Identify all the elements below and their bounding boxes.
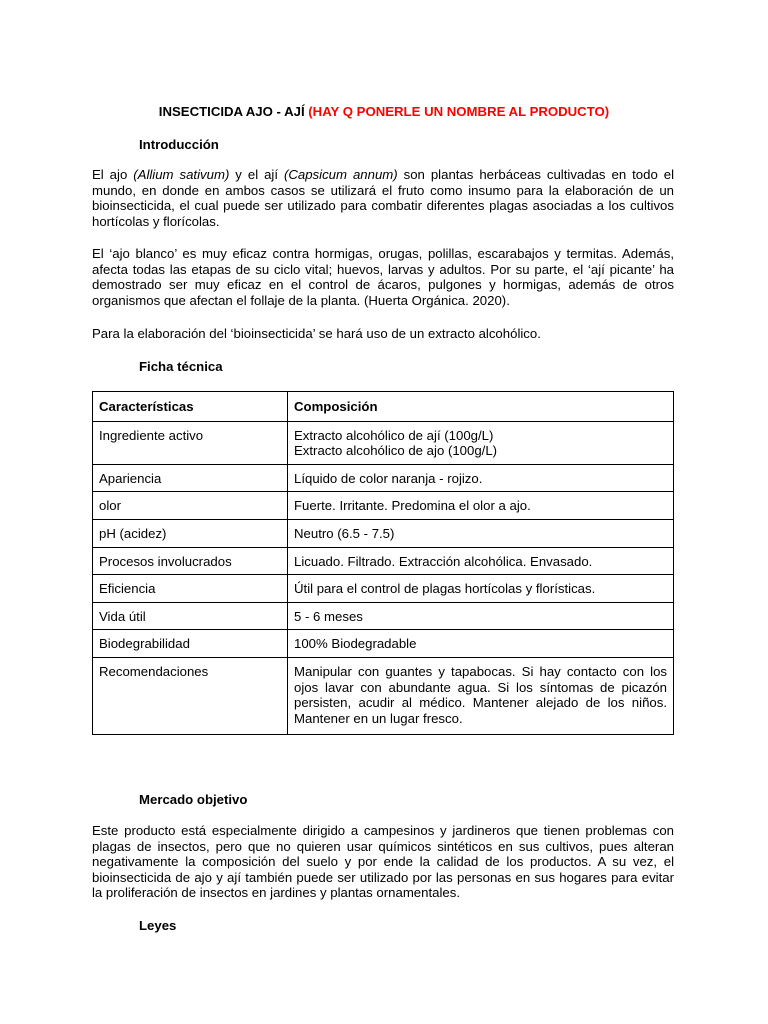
table-row <box>93 492 674 520</box>
table-row <box>93 575 674 603</box>
column-header-caracteristicas: Características <box>93 392 288 422</box>
table-row <box>93 547 674 575</box>
row-value: Neutro (6.5 - 7.5) <box>288 519 674 547</box>
row-value: Útil para el control de plagas hortícolas y florísticas. <box>288 575 674 603</box>
row-label: Biodegrabilidad <box>93 630 288 658</box>
leyes-heading: Leyes <box>139 918 177 933</box>
intro-heading: Introducción <box>139 137 219 152</box>
ficha-tecnica-table <box>92 391 674 735</box>
row-label: Vida útil <box>93 602 288 630</box>
row-label: Eficiencia <box>93 575 288 603</box>
mercado-heading: Mercado objetivo <box>139 792 248 807</box>
table-row <box>93 602 674 630</box>
row-value: Manipular con guantes y tapabocas. Si hay contacto con los ojos lavar con abundante agua. Si los síntomas de picazón persisten, acudir al médico. Mantener alejado de los niños. Mantener en un lugar fresco. <box>288 657 674 734</box>
intro-paragraph-1 <box>92 167 674 229</box>
row-label: pH (acidez) <box>93 519 288 547</box>
table-row <box>93 519 674 547</box>
title-main: INSECTICIDA AJO - AJÍ <box>158 104 305 119</box>
row-value: 5 - 6 meses <box>288 602 674 630</box>
table-row <box>93 657 674 734</box>
row-value: Líquido de color naranja - rojizo. <box>288 464 674 492</box>
ficha-heading: Ficha técnica <box>139 359 223 374</box>
row-value-line: Extracto alcohólico de ajo (100g/L) <box>294 443 498 459</box>
intro-paragraph-2: El ‘ajo blanco’ es muy eficaz contra hormigas, orugas, polillas, escarabajos y termitas. Además, afecta todas las etapas de su ciclo vital; huevos, larvas y adultos. Por su parte, el ‘ají picante’ ha demostrado ser muy eficaz en el control de ácaros, pulgones y hormigas, además de otros organismos que afectan el follaje de la planta. (Huerta Orgánica. 2020). <box>92 246 674 308</box>
mercado-paragraph: Este producto está especialmente dirigido a campesinos y jardineros que tienen problemas con plagas de insectos, pero que no quieren usar químicos sintéticos en sus cultivos, pues alteran negativamente la composición del suelo y por ende la calidad de los productos. A su vez, el bioinsecticida de ajo y ají también puede ser utilizado por las personas en sus hogares para evitar la proliferación de insectos en jardines y plantas ornamentales. <box>92 823 674 901</box>
row-value-line: Extracto alcohólico de ají (100g/L) <box>294 427 494 443</box>
intro-p1-text-3: son plantas herbáceas cultivadas en todo el mundo, en donde en ambos casos se utilizará el fruto como insumo para la elaboración de un bioinsecticida, el cual puede ser utilizado para combatir diferentes plagas asociadas a los cultivos hortícolas y florícolas. <box>92 167 674 229</box>
table-header-row <box>93 392 674 422</box>
document-title <box>0 103 768 121</box>
table-row <box>93 630 674 658</box>
title-note: (HAY Q PONERLE UN NOMBRE AL PRODUCTO) <box>308 104 610 119</box>
intro-p1-text-2: y el ají <box>229 167 284 182</box>
row-value <box>288 421 674 464</box>
table-row <box>93 421 674 464</box>
row-label: Apariencia <box>93 464 288 492</box>
row-label: olor <box>93 492 288 520</box>
capsicum-annum-italic: (Capsicum annum) <box>283 167 398 182</box>
intro-p1-text-1: El ajo <box>92 167 134 182</box>
column-header-composicion: Composición <box>288 392 674 422</box>
row-label: Ingrediente activo <box>93 421 288 464</box>
intro-paragraph-3: Para la elaboración del ‘bioinsecticida’ se hará uso de un extracto alcohólico. <box>92 326 541 341</box>
row-value: Fuerte. Irritante. Predomina el olor a ajo. <box>288 492 674 520</box>
row-value: Licuado. Filtrado. Extracción alcohólica. Envasado. <box>288 547 674 575</box>
table-row <box>93 464 674 492</box>
row-value: 100% Biodegradable <box>288 630 674 658</box>
allium-sativum-italic: (Allium sativum) <box>133 167 230 182</box>
row-label: Procesos involucrados <box>93 547 288 575</box>
row-label: Recomendaciones <box>93 657 288 734</box>
